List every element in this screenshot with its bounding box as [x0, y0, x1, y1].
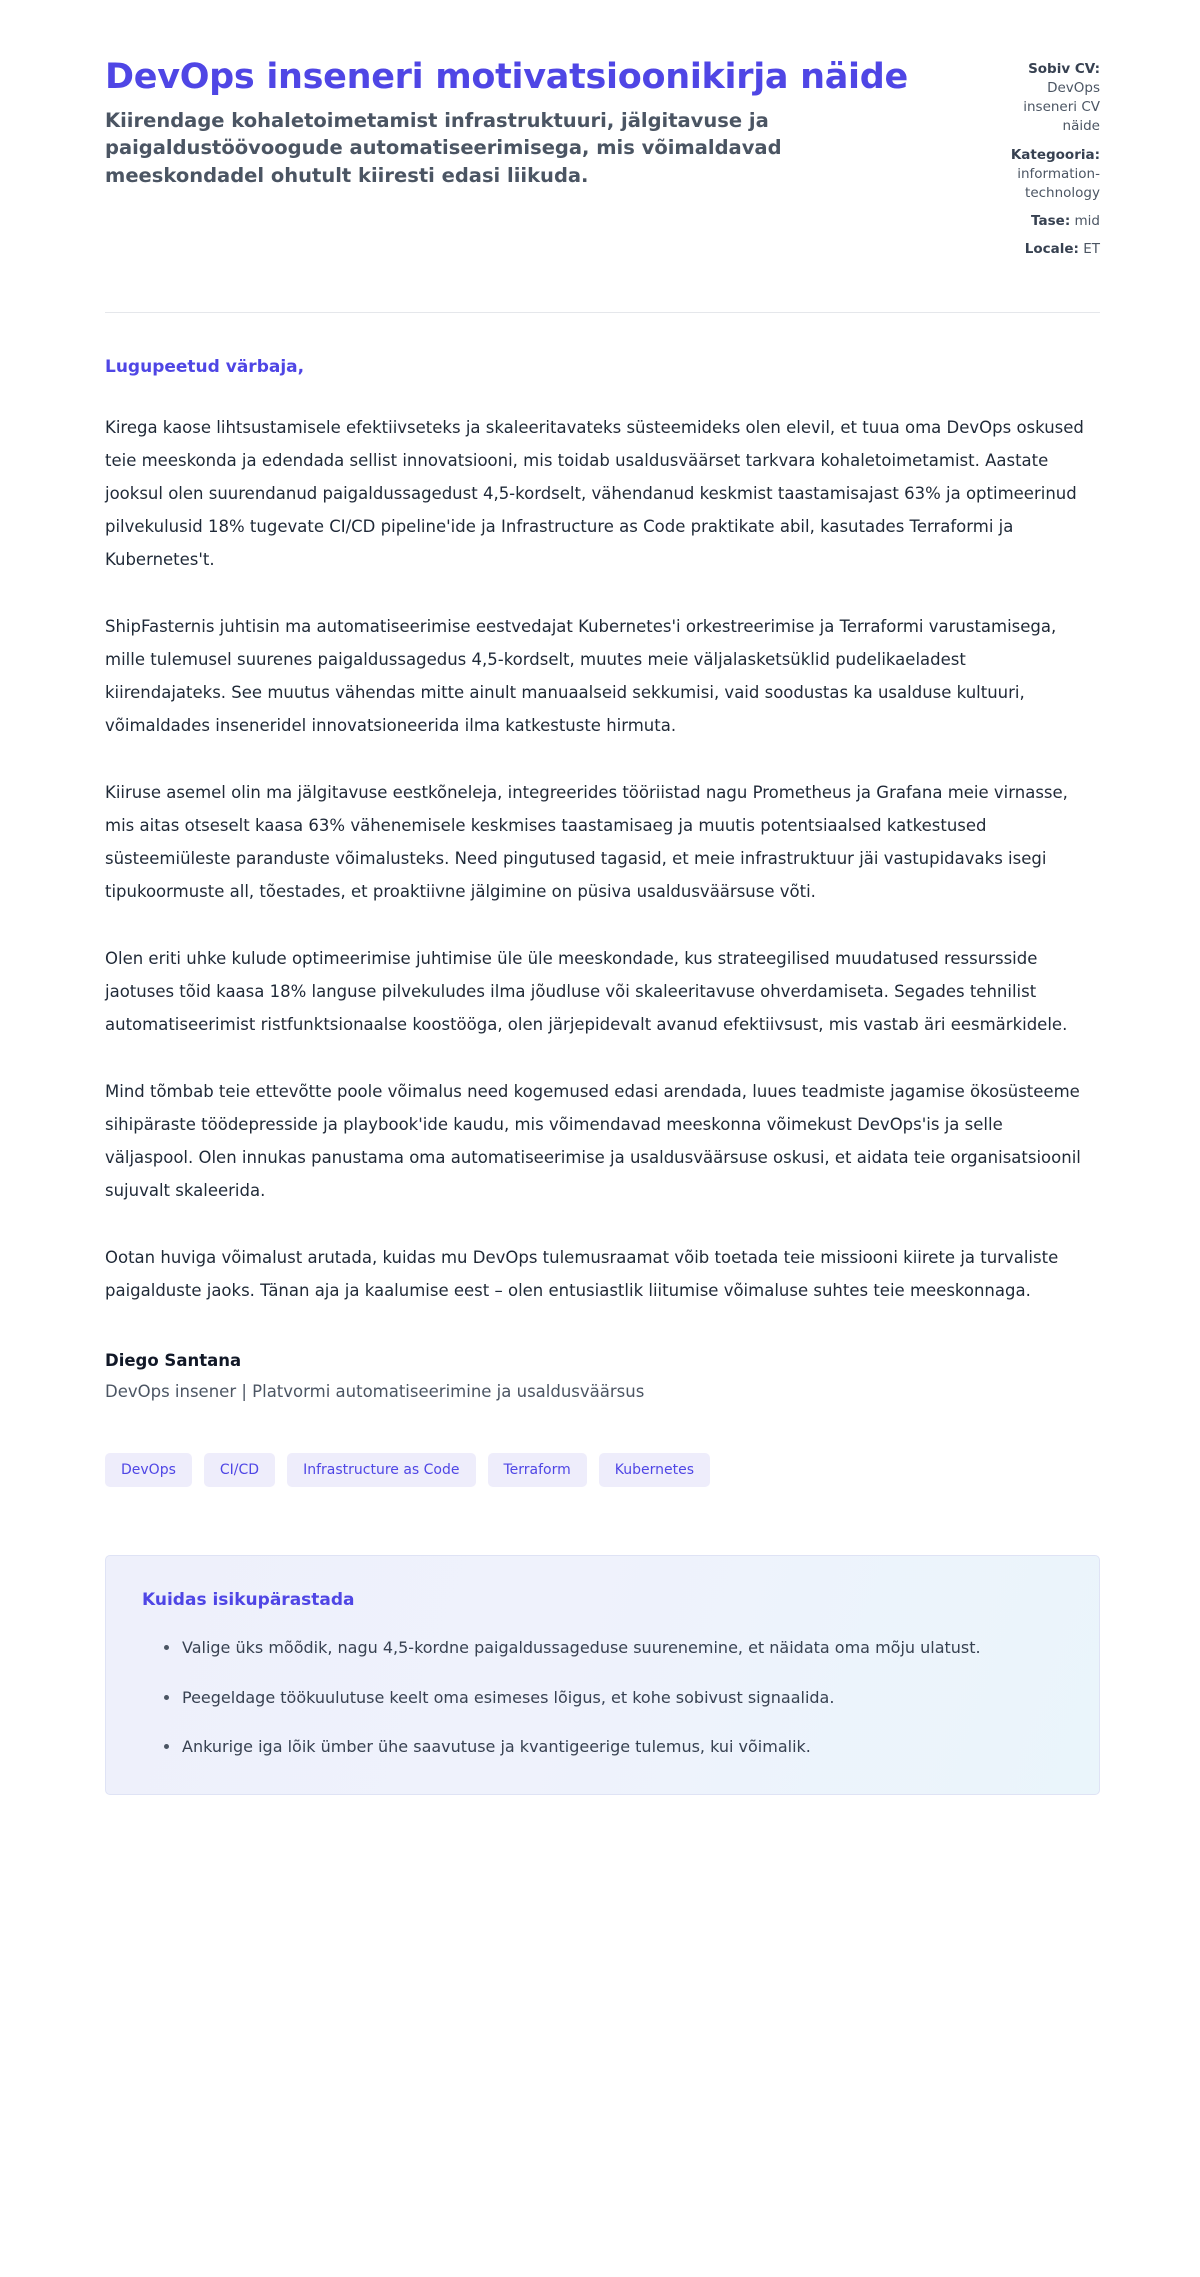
meta-row-locale [992, 240, 1100, 259]
callout-tip-list [142, 1632, 1063, 1762]
letter-paragraph: Kirega kaose lihtsustamisele efektiivseteks ja skaleeritavateks süsteemideks olen elevil, et tuua oma DevOps oskused teie meeskonda ja edendada sellist innovatsiooni, mis toidab usaldusväärset tarkvara kohaletoimetamist. Aastate jooksul olen suurendanud paigaldussagedust 4,5-kordselt, vähendanud keskmist taastamisajast 63% ja optimeerinud pilvekulusid 18% tugevate CI/CD pipeline'ide ja Infrastructure as Code praktikate abil, kasutades Terraformi ja Kubernetes't. [105, 418, 1084, 570]
callout-title: Kuidas isikupärastada [142, 1590, 355, 1611]
meta-label-locale: Locale: [1024, 241, 1079, 258]
header-title-block [105, 52, 935, 190]
callout-tip-item: Ankurige iga lõik ümber ühe saavutuse ja kvantigeerige tulemus, kui võimalik. [164, 1731, 1063, 1762]
letter-paragraph: Kiiruse asemel olin ma jälgitavuse eestkõneleja, integreerides tööriistad nagu Prometheus ja Grafana meie virnasse, mis aitas otseselt kaasa 63% vähenemisele keskmises taastamisaeg ja muutis potentsiaalsed katkestused süsteemiüleste paranduste võimalusteks. Need pingutused tagasid, et meie infrastruktuur jäi vastupidavaks isegi tipukoormuste all, tõestades, et proaktiivne jälgimine on püsiva usaldusväärsuse võti. [105, 783, 1068, 902]
meta-value-matching-cv: DevOps inseneri CV näide [1023, 80, 1100, 135]
callout-tip-item: Peegeldage töökuulutuse keelt oma esimeses lõigus, et kohe sobivust signaalida. [164, 1682, 1063, 1713]
meta-label-category: Kategooria: [1010, 146, 1100, 163]
meta-row-level [992, 212, 1100, 231]
letter-paragraph: Mind tõmbab teie ettevõtte poole võimalus need kogemused edasi arendada, luues teadmiste jagamise ökosüsteeme sihipäraste töödepresside ja playbook'ide kaudu, mis võimendavad meeskonna võimekust DevOps'is ja selle väljaspool. Olen innukas panustama oma automatiseerimise ja usaldusväärsuse oskusi, et aidata teie organisatsioonil sujuvalt skaleerida. [105, 1082, 1081, 1201]
signature-name: Diego Santana [105, 1351, 242, 1371]
tag-list [105, 1453, 1100, 1487]
meta-value-locale: ET [1083, 241, 1100, 258]
signature-block [105, 1351, 1100, 1401]
letter-paragraph: Ootan huviga võimalust arutada, kuidas mu DevOps tulemusraamat võib toetada teie missiooni kiirete ja turvaliste paigalduste jaoks. Tänan aja ja kaalumise eest – olen entusiastlik liitumise võimaluse suhtes teie meeskonnaga. [105, 1248, 1059, 1301]
tag-chip[interactable]: Infrastructure as Code [287, 1453, 475, 1487]
header-meta-panel [992, 52, 1100, 259]
meta-label-level: Tase: [1031, 213, 1071, 230]
meta-label-matching-cv: Sobiv CV: [1028, 61, 1100, 77]
document-header [105, 52, 1100, 259]
signature-role: DevOps insener | Platvormi automatiseerimine ja usaldusväärsus [105, 1382, 645, 1402]
tag-chip[interactable]: CI/CD [204, 1453, 275, 1487]
letter-paragraph: ShipFasternis juhtisin ma automatiseerimise eestvedajat Kubernetes'i orkestreerimise ja Terraformi varustamisega, mille tulemusel suurenes paigaldussagedus 4,5-kordselt, muutes meie väljalasketsüklid pudelikaeladest kiirendajateks. See muutus vähendas mitte ainult manuaalseid sekkumisi, vaid soodustas ka usalduse kultuuri, võimaldades inseneridel innovatsioneerida ilma katkestuste hirmuta. [105, 617, 1057, 736]
letter-paragraph: Olen eriti uhke kulude optimeerimise juhtimise üle üle meeskondade, kus strateegilised muudatused ressursside jaotuses tõid kaasa 18% languse pilvekuludes ilma jõudluse või skaleeritavuse ohverdamiseta. Segades tehnilist automatiseerimist ristfunktsionaalse koostööga, olen järjepidevalt avanud efektiivsust, mis vastab äri eesmärkidele. [105, 949, 1068, 1035]
salutation: Lugupeetud värbaja, [105, 357, 305, 378]
personalization-callout [105, 1555, 1100, 1795]
meta-row-category [992, 146, 1100, 203]
tag-chip[interactable]: Kubernetes [599, 1453, 710, 1487]
tag-chip[interactable]: Terraform [488, 1453, 587, 1487]
meta-row-matching-cv [992, 60, 1100, 137]
meta-value-level: mid [1074, 213, 1100, 230]
page-subtitle: Kiirendage kohaletoimetamist infrastruktuuri, jälgitavuse ja paigaldustöövoogude automatiseerimisega, mis võimaldavad meeskondadel ohutult kiiresti edasi liikuda. [105, 108, 782, 188]
callout-tip-item: Valige üks mõõdik, nagu 4,5-kordne paigaldussageduse suurenemine, et näidata oma mõju ulatust. [164, 1632, 1063, 1663]
letter-body [105, 313, 1100, 1307]
meta-value-category: information-technology [1017, 165, 1100, 201]
page-title: DevOps inseneri motivatsioonikirja näide [105, 57, 908, 97]
tag-chip[interactable]: DevOps [105, 1453, 192, 1487]
